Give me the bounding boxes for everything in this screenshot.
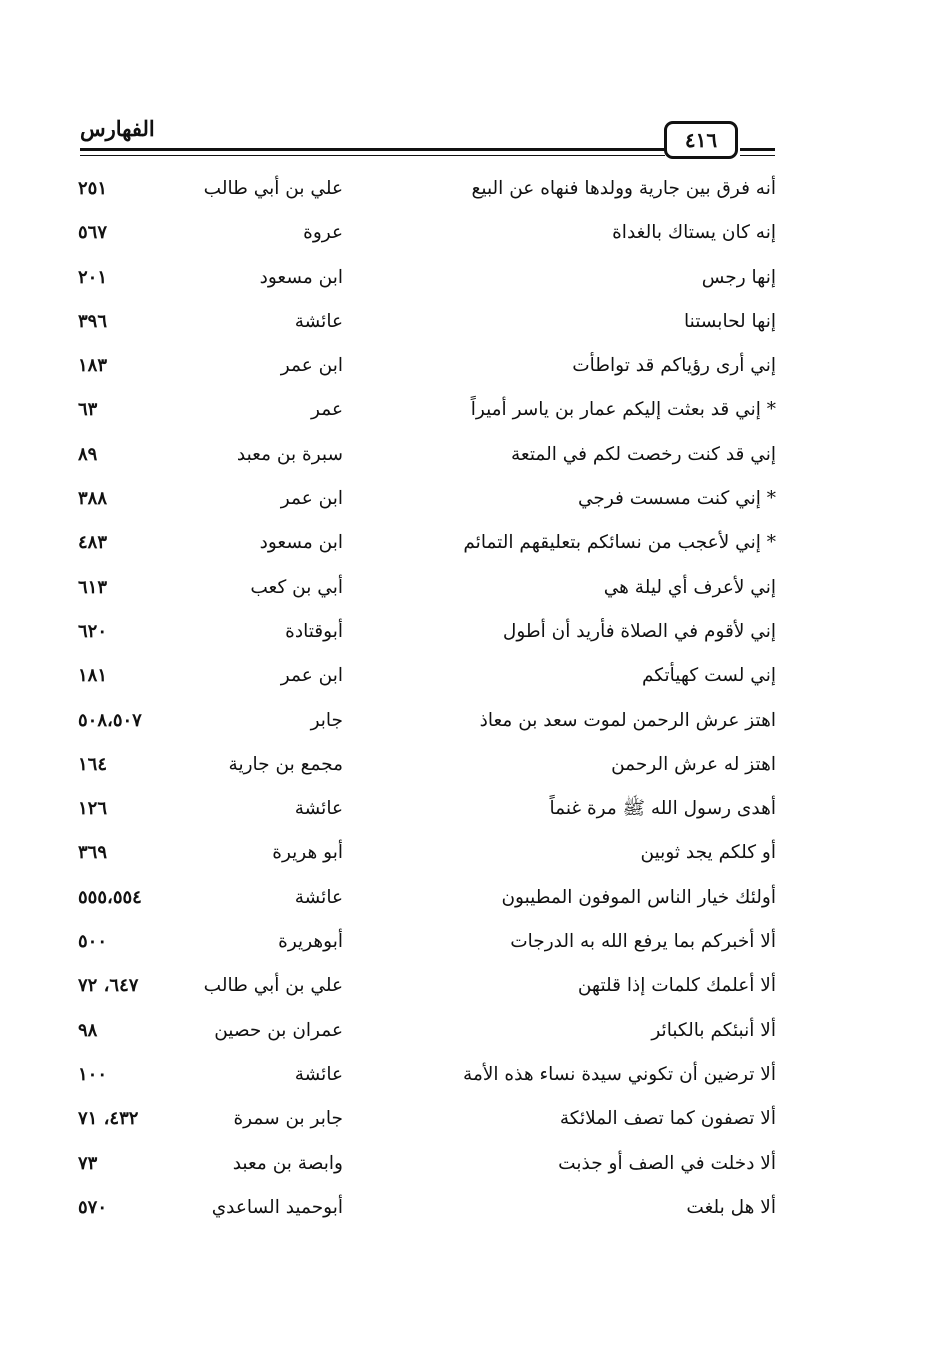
page-references: ٦١٣ [78,576,108,598]
index-entry [78,569,776,613]
page-references: ٥٧٠ [78,1196,108,1218]
index-entry [78,170,776,214]
page-references: ١٨١ [78,665,108,687]
hadith-index-list [78,170,776,1233]
page-references: ٤٨٣ [78,532,108,554]
hadith-text: إني قد كنت رخصت لكم في المتعة [510,443,776,465]
page-references: ٣٩٦ [78,310,108,332]
hadith-text: ألا أنبئكم بالكبائر [651,1019,776,1041]
page-references: ٦٤٧، ٧٢ [78,975,139,997]
page-number: ٤١٦ [664,121,738,159]
narrator-name: جابر [310,709,343,731]
index-entry [78,613,776,657]
narrator-name: وابصة بن معبد [232,1152,343,1174]
index-entry [78,746,776,790]
hadith-text: إنه كان يستاك بالغداة [612,222,776,244]
narrator-name: عروة [303,222,343,244]
header-rule-thin [80,155,665,156]
hadith-text: اهتز عرش الرحمن لموت سعد بن معاذ [479,709,776,731]
page-references: ٥٠٠ [78,931,108,953]
index-entry [78,1145,776,1189]
section-title: الفهارس [80,116,155,141]
page-references: ٤٣٢، ٧١ [78,1108,139,1130]
hadith-text: إني أرى رؤياكم قد تواطأت [572,355,776,377]
index-entry [78,524,776,568]
narrator-name: عائشة [294,1063,343,1085]
index-entry [78,1100,776,1144]
index-entry [78,480,776,524]
page-references: ٧٣ [78,1152,98,1174]
page-references: ٩٨ [78,1019,98,1041]
narrator-name: عائشة [294,798,343,820]
narrator-name: علي بن أبي طالب [203,975,343,997]
hadith-text: إني لأعرف أي ليلة هي [603,576,776,598]
narrator-name: عائشة [294,886,343,908]
page-references: ٦٣ [78,399,98,421]
page-references: ٥٦٧ [78,222,108,244]
header-rule-right-thin [740,155,775,156]
page-references: ٦٢٠ [78,620,108,642]
header-rule [80,148,665,151]
index-entry [78,259,776,303]
page-references: ٣٨٨ [78,488,108,510]
page-header [80,108,775,168]
hadith-text: إني لست كهيأتكم [641,665,776,687]
narrator-name: سبرة بن معبد [236,443,343,465]
narrator-name: عمر [311,399,343,421]
index-entry [78,347,776,391]
hadith-text: ألا أعلمك كلمات إذا قلتهن [577,975,776,997]
page-references: ٢٥١ [78,178,108,199]
hadith-text: أو كلكم يجد ثوبين [640,842,776,864]
narrator-name: أبوقتادة [285,620,343,642]
hadith-text: ألا ترضين أن تكوني سيدة نساء هذه الأمة [463,1063,776,1085]
header-rule-right [740,148,775,151]
narrator-name: أبو هريرة [272,842,343,864]
page-references: ٨٩ [78,443,98,465]
hadith-text: إنها رجس [701,266,776,288]
narrator-name: أبوهريرة [278,931,343,953]
narrator-name: عائشة [294,310,343,332]
hadith-text: أنه فرق بين جارية وولدها فنهاه عن البيع [471,178,776,199]
index-entry [78,879,776,923]
narrator-name: مجمع بن جارية [228,753,343,775]
page-references: ٥٥٥،٥٥٤ [78,886,142,908]
index-entry [78,702,776,746]
page-references: ١٠٠ [78,1063,108,1085]
hadith-text: ألا هل بلغت [686,1196,776,1218]
narrator-name: جابر بن سمرة [233,1108,343,1130]
index-entry [78,1012,776,1056]
hadith-text: * إني لأعجب من نسائكم بتعليقهم التمائم [463,532,776,554]
narrator-name: ابن عمر [280,665,343,687]
index-entry [78,303,776,347]
index-entry [78,967,776,1011]
index-entry [78,436,776,480]
index-entry [78,1189,776,1233]
hadith-text: ألا تصفون كما تصف الملائكة [559,1108,776,1130]
narrator-name: عمران بن حصين [214,1019,343,1041]
page-references: ١٢٦ [78,798,108,820]
hadith-text: أولئك خيار الناس الموفون المطيبون [501,886,776,908]
page-references: ١٦٤ [78,753,108,775]
page-references: ٢٠١ [78,266,108,288]
narrator-name: ابن عمر [280,355,343,377]
narrator-name: علي بن أبي طالب [203,178,343,199]
hadith-text: إنها لحابستنا [683,310,776,332]
index-entry [78,214,776,258]
narrator-name: ابن عمر [280,488,343,510]
index-entry [78,1056,776,1100]
hadith-text: أهدى رسول الله ﷺ مرة غنماً [549,798,776,820]
narrator-name: أبي بن كعب [250,576,343,598]
page-references: ٣٦٩ [78,842,108,864]
narrator-name: ابن مسعود [259,266,343,288]
index-entry [78,391,776,435]
page-references: ١٨٣ [78,355,108,377]
hadith-text: ألا دخلت في الصف أو جذبت [558,1152,776,1174]
narrator-name: ابن مسعود [259,532,343,554]
narrator-name: أبوحميد الساعدي [211,1196,343,1218]
hadith-text: * إني قد بعثت إليكم عمار بن ياسر أميراً [470,399,776,421]
index-entry [78,834,776,878]
hadith-text: * إني كنت مسست فرجي [577,488,776,510]
index-entry [78,657,776,701]
hadith-text: إني لأقوم في الصلاة فأريد أن أطول [502,620,776,642]
index-entry [78,790,776,834]
hadith-text: اهتز له عرش الرحمن [611,753,776,775]
page-references: ٥٠٨،٥٠٧ [78,709,142,731]
index-entry [78,923,776,967]
hadith-text: ألا أخبركم بما يرفع الله به الدرجات [510,931,776,953]
